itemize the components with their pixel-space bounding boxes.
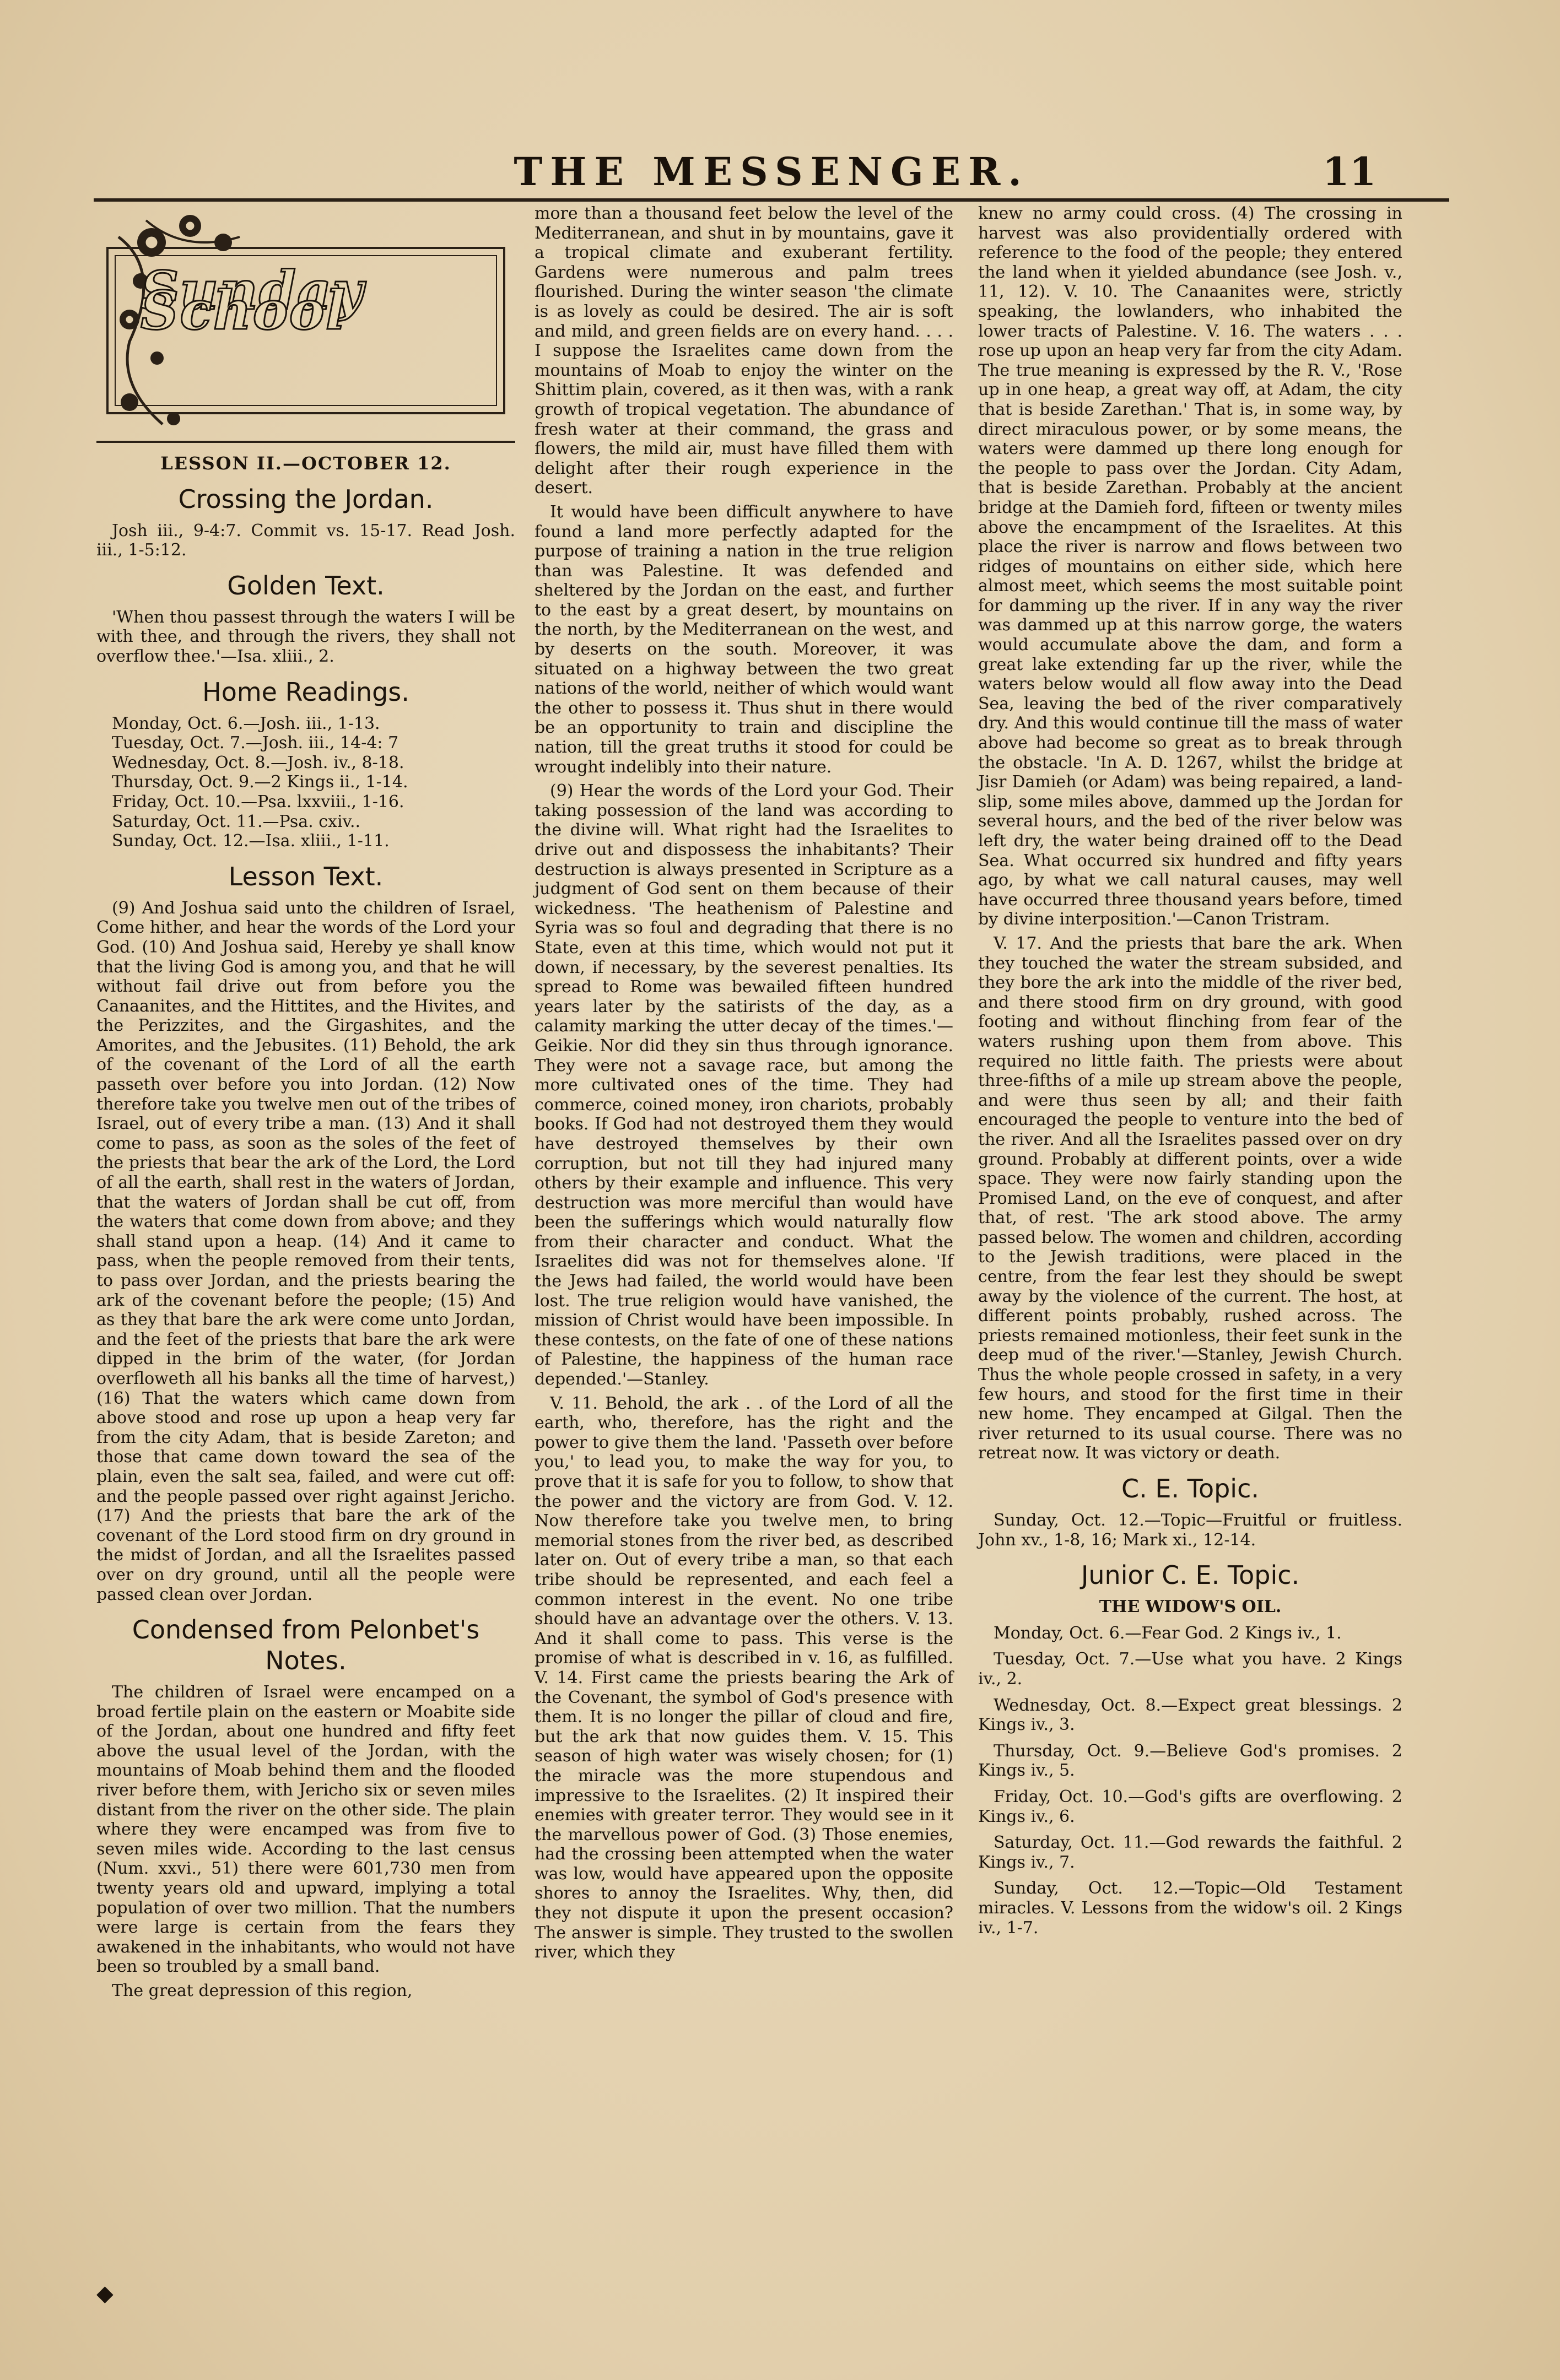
- pelonbet-paragraph: The children of Israel were encamped on a broad fertile plain on the eastern or Moabite side of the Jordan, about one hundred and fifty feet above the usual level of the Jordan, with the mountains of Moab behind them and the flooded river before them, with Jericho six or seven miles distant from the river on the other side. The plain where they were encamped was from five to seven miles wide. According to the last census (Num. xxvi., 51) there were 601,730 men from twenty years old and upward, implying a total population of over two million. That the numbers were large is certain from the fears they awakened in the inhabitants, who would not have been so troubled by a small band.: [96, 1683, 515, 1977]
- body-paragraph: more than a thousand feet below the level of the Mediterranean, and shut in by mountains, gave it a tropical climate and exuberant fertility. Gardens were numerous and palm trees flourished. During the winter season 'the climate is as lovely as could be desired. The air is soft and mild, and green fields are on every hand. . . . I suppose the Israelites came down from the mountains of Moab to enjoy the winter on the Shittim plain, covered, as it then was, with a rank growth of tropical vegetation. The abundance of fresh water at their command, the grass and flowers, the mild air, must have filled them with delight after their rough experience in the desert.: [535, 204, 953, 498]
- list-item: Friday, Oct. 10.—Psa. lxxviii., 1-16.: [112, 792, 404, 812]
- lesson-title: Crossing the Jordan.: [178, 484, 434, 514]
- list-item: Tuesday, Oct. 7.—Use what you have. 2 Kings iv., 2.: [978, 1649, 1402, 1689]
- golden-text-body: 'When thou passest through the waters I will be with thee, and through the rivers, they shall not overflow thee.'—Isa. xliii., 2.: [96, 607, 515, 666]
- golden-text-heading: Golden Text.: [227, 570, 385, 601]
- column-3: [978, 204, 1402, 1944]
- ce-topic-body: Sunday, Oct. 12.—Topic—Fruitful or fruitless. John xv., 1-8, 16; Mark xi., 12-14.: [978, 1511, 1402, 1550]
- body-paragraph: V. 11. Behold, the ark . . of the Lord of all the earth, who, therefore, has the right and the power to give them the land. 'Passeth over before you,' to lead you, to make the way for you, to prove that it is safe for you to follow, to show that the power and the victory are from God. V. 12. Now therefore take you twelve men, to bring memorial stones from the river bed, as described later on. Out of every tribe a man, so that each tribe should be represented, and each feel a common interest in the event. No one tribe should have an advantage over the others. V. 13. And it shall come to pass. This verse is the promise of what is described in v. 16, as fulfilled. V. 14. First came the priests bearing the Ark of the Covenant, the symbol of God's presence with them. It is no longer the pillar of cloud and fire, but the ark that now guides them. V. 15. This season of high water was wisely chosen; for (1) the miracle was the more stupendous and impressive to the Israelites. (2) It inspired their enemies with greater terror. They would see in it the marvellous power of God. (3) Those enemies, had the crossing been attempted when the water was low, would have appeared upon the opposite shores to annoy the Israelites. Why, then, did they not dispute it upon the present occasion? The answer is simple. They trusted to the swollen river, which they: [535, 1393, 953, 1962]
- list-item: Saturday, Oct. 11.—God rewards the faithful. 2 Kings iv., 7.: [978, 1833, 1402, 1872]
- lesson-text-body: (9) And Joshua said unto the children of Israel, Come hither, and hear the words of the Lord your God. (10) And Joshua said, Hereby ye shall know that the living God is among you, and that he will without fail drive out from before you the Canaanites, and the Hittites, and the Hivites, and the Perizzites, and the Girgashites, and the Amorites, and the Jebusites. (11) Behold, the ark of the covenant of the Lord of all the earth passeth over before you into Jordan. (12) Now therefore take you twelve men out of the tribes of Israel, out of every tribe a man. (13) And it shall come to pass, as soon as the soles of the feet of the priests that bear the ark of the Lord, the Lord of all the earth, shall rest in the waters of Jordan, that the waters of Jordan shall be cut off, from the waters that come down from above; and they shall stand upon a heap. (14) And it came to pass, when the people removed from their tents, to pass over Jordan, and the priests bearing the ark of the covenant before the people; (15) And as they that bare the ark were come unto Jordan, and the feet of the priests that bare the ark were dipped in the brim of the water, (for Jordan overfloweth all his banks all the time of harvest,) (16) That the waters which came down from above stood and rose up upon a heap very far from the city Adam, that is beside Zareton; and those that came down toward the sea of the plain, even the salt sea, failed, and were cut off: and the people passed over right against Jericho. (17) And the priests that bare the ark of the covenant of the Lord stood firm on dry ground in the midst of Jordan, and all the Israelites passed over on dry ground, until all the people were passed clean over Jordan.: [96, 898, 515, 1604]
- list-item: Saturday, Oct. 11.—Psa. cxiv..: [112, 812, 361, 831]
- junior-topic-list: [978, 1624, 1402, 1938]
- decorative-mark-icon: ◆: [96, 2281, 114, 2306]
- junior-topic-heading: Junior C. E. Topic.: [1081, 1560, 1300, 1591]
- body-paragraph: (9) Hear the words of the Lord your God. Their taking possession of the land was according to the divine will. What right had the Israelites to drive out and dispossess the inhabitants? Their destruction is always presented in Scripture as a judgment of God sent on them because of their wickedness. 'The heathenism of Palestine and Syria was so foul and degrading that there is no State, even at this time, which would not put it down, if necessary, by the severest penalties. Its spread to Rome was bewailed fifteen hundred years later by the satirists of the day, as a calamity marking the utter decay of the times.'—Geikie. Nor did they sin thus through ignorance. They were not a savage race, but among the more cultivated ones of the time. They had commerce, coined money, iron chariots, probably books. If God had not destroyed them they would have destroyed themselves by their own corruption, but not till they had injured many others by their example and influence. This very destruction was more merciful than would have been the sufferings which would naturally flow from their character and conduct. What the Israelites did was not for themselves alone. 'If the Jews had failed, the world would have been lost. The true religion would have vanished, the mission of Christ would have been impossible. In these contests, on the fate of one of these nations of Palestine, the happiness of the human race depended.'—Stanley.: [535, 781, 953, 1389]
- body-paragraph: V. 17. And the priests that bare the ark. When they touched the water the stream subsided, and they bore the ark into the middle of the river bed, and there stood firm on dry ground, with good footing and without flinching from fear of the waters rushing upon them from above. This required no little faith. The priests were about three-fifths of a mile up stream above the people, and were thus seen by all; and their faith encouraged the people to venture into the bed of the river. And all the Israelites passed over on dry ground. Probably at different points, over a wide space. They were now fairly standing upon the Promised Land, on the eve of conquest, and after that, of rest. 'The ark stood above. The army passed below. The women and children, according to the Jewish traditions, were placed in the centre, from the fear lest they should be swept away by the violence of the current. The host, at different points probably, rushed across. The priests remained motionless, their feet sunk in the deep mud of the river.'—Stanley, Jewish Church. Thus the whole people crossed in safety, in a very few hours, and stood for the first time in their new home. They encamped at Gilgal. Then the river returned to its usual course. There was no retreat now. It was victory or death.: [978, 933, 1403, 1463]
- body-paragraph: knew no army could cross. (4) The crossing in harvest was also providentially ordered with reference to the food of the people; they entered the land when it yielded abundance (see Josh. v., 11, 12). V. 10. The Canaanites were, strictly speaking, the lowlanders, who inhabited the lower tracts of Palestine. V. 16. The waters . . . rose up upon an heap very far from the city Adam. The true meaning is expressed by the R. V., 'Rose up in one heap, a great way off, at Adam, the city that is beside Zarethan.' That is, in some way, by direct miraculous power, or by some means, the waters were dammed up there long enough for the people to pass over the Jordan. City Adam, that is beside Zarethan. Probably at the ancient bridge at the Damieh ford, fifteen or twenty miles above the encampment of the Israelites. At this place the river is narrow and flows between two ridges of mountains on either side, which here almost meet, which seems the most suitable point for damming up the river. If in any way the river was dammed up at this narrow gorge, the waters would accumulate above the dam, and form a great lake extending far up the river, while the waters below would all flow away into the Dead Sea, leaving the bed of the river comparatively dry. And this would continue till the mass of water above had become so great as to break through the obstacle. 'In A. D. 1267, whilst the bridge at Jisr Damieh (or Adam) was being repaired, a land-slip, some miles above, dammed up the Jordan for several hours, and the bed of the river below was left dry, the water being drained off to the Dead Sea. What occurred six hundred and fifty years ago, by what we call natural causes, may well have occurred three thousand years before, timed by divine interposition.'—Canon Tristram.: [978, 204, 1402, 929]
- list-item: Wednesday, Oct. 8.—Josh. iv., 8-18.: [112, 753, 404, 772]
- list-item: Sunday, Oct. 12.—Isa. xliii., 1-11.: [112, 831, 390, 851]
- column-1: [96, 204, 515, 2005]
- lesson-heading: LESSON II.—OCTOBER 12.: [160, 453, 451, 474]
- column-2: [535, 204, 953, 1967]
- list-item: Thursday, Oct. 9.—2 Kings ii., 1-14.: [112, 772, 408, 792]
- header-rule: [94, 198, 1449, 202]
- ce-topic-heading: C. E. Topic.: [1121, 1474, 1259, 1503]
- pelonbet-paragraph: The great depression of this region,: [112, 1981, 413, 2000]
- body-paragraph: It would have been difficult anywhere to have found a land more perfectly adapted for the purpose of training a nation in the true religion than was Palestine. It was defended and sheltered by the Jordan on the east, and further to the east by a great desert, by mountains on the north, by the Mediterranean on the west, and by deserts on the south. Moreover, it was situated on a highway between the two great nations of the world, neither of which would want the other to possess it. Thus shut in there would be an opportunity to train and discipline the nation, till the great truths it stood for could be wrought indelibly into their nature.: [535, 502, 953, 777]
- list-item: Wednesday, Oct. 8.—Expect great blessings. 2 Kings iv., 3.: [978, 1695, 1402, 1735]
- list-item: Monday, Oct. 6.—Josh. iii., 1-13.: [112, 713, 380, 733]
- sunday-school-logo: [96, 204, 515, 443]
- pelonbet-heading: Condensed from Pelonbet's Notes.: [132, 1615, 480, 1676]
- home-readings-list: [96, 714, 515, 851]
- lesson-text-heading: Lesson Text.: [228, 861, 384, 891]
- home-readings-heading: Home Readings.: [202, 677, 409, 707]
- masthead: THE MESSENGER.: [514, 149, 1029, 194]
- list-item: Sunday, Oct. 12.—Topic—Old Testament miracles. V. Lessons from the widow's oil. 2 Kings iv., 1-7.: [978, 1879, 1402, 1938]
- list-item: Monday, Oct. 6.—Fear God. 2 Kings iv., 1.: [994, 1623, 1342, 1643]
- list-item: Tuesday, Oct. 7.—Josh. iii., 14-4: 7: [112, 733, 399, 753]
- lesson-reference: Josh iii., 9-4:7. Commit vs. 15-17. Read Josh. iii., 1-5:12.: [96, 521, 515, 560]
- junior-topic-subheading: THE WIDOW'S OIL.: [1099, 1597, 1282, 1617]
- list-item: Friday, Oct. 10.—God's gifts are overflowing. 2 Kings iv., 6.: [978, 1787, 1402, 1826]
- logo-text: Sunday School: [141, 259, 365, 342]
- list-item: Thursday, Oct. 9.—Believe God's promises. 2 Kings iv., 5.: [978, 1741, 1402, 1781]
- page-number: 11: [1323, 149, 1377, 194]
